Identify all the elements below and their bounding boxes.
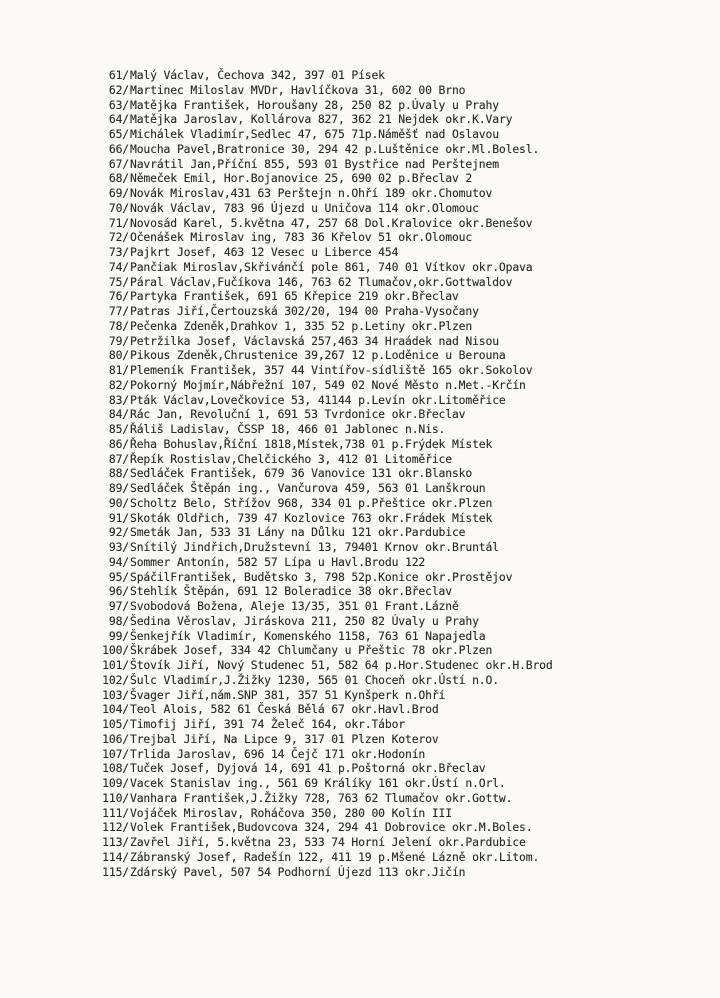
entry-text: Sommer Antonín, 582 57 Lípa u Havl.Brodu 122 (130, 554, 426, 569)
entry-text: Trlida Jaroslav, 696 14 Čejč 171 okr.Hodonín (130, 746, 426, 761)
entry-text: Volek František,Budovcova 324, 294 41 Dobrovice okr.M.Boles. (130, 820, 533, 835)
entry-text: Smeták Jan, 533 31 Lány na Důlku 121 okr.Pardubice (130, 525, 466, 540)
entry-number: 72/ (108, 230, 129, 245)
list-item (0, 629, 720, 644)
entry-number: 84/ (108, 407, 129, 422)
entry-number: 87/ (108, 451, 129, 466)
list-item (0, 142, 720, 157)
list-item (0, 216, 720, 231)
entry-text: Zavřel Jiří, 5.května 23, 533 74 Horní Jelení okr.Pardubice (130, 835, 526, 849)
entry-text: Škrábek Josef, 334 42 Chlumčany u Přeštic 78 okr.Plzen (130, 643, 493, 658)
list-item (0, 614, 720, 629)
list-item (0, 378, 720, 393)
entry-text: Trejbal Jiří, Na Lipce 9, 317 01 Plzen Koterov (130, 731, 439, 746)
list-item (0, 865, 720, 880)
entry-number: 77/ (108, 304, 129, 318)
list-item (0, 761, 720, 776)
list-item (0, 511, 720, 526)
entry-number: 108/ (102, 761, 129, 776)
entry-number: 61/ (108, 68, 129, 82)
entry-text: Moucha Pavel,Bratronice 30, 294 42 p.Luštěnice okr.Ml.Bolesl. (130, 141, 540, 156)
entry-text: Páral Václav,Fučíkova 146, 763 62 Tlumačov,okr.Gottwaldov (130, 274, 513, 289)
entry-text: Vojáček Miroslav, Roháčova 350, 280 00 Kolín III (130, 805, 452, 820)
entry-text: Němeček Emil, Hor.Bojanovice 25, 690 02 p.Břeclav 2 (130, 171, 473, 186)
entry-text: Zdárský Pavel, 507 54 Podhorní Újezd 113 okr.Jičín (130, 864, 466, 879)
entry-number: 68/ (108, 171, 129, 186)
entry-text: Sedláček František, 679 36 Vanovice 131 okr.Blansko (130, 466, 473, 481)
entry-text: Řáliš Ladislav, ČSSP 18, 466 01 Jablonec n.Nis. (130, 422, 446, 436)
list-item (0, 525, 720, 540)
list-item (0, 702, 720, 717)
entry-text: Timofij Jiří, 391 74 Želeč 164, okr.Tábor (130, 717, 406, 731)
entry-number: 112/ (102, 820, 129, 835)
entry-number: 73/ (108, 245, 129, 259)
list-item (0, 304, 720, 319)
list-item (0, 658, 720, 673)
entry-text: Štovík Jiří, Nový Studenec 51, 582 64 p.Hor.Studenec okr.H.Brod (130, 658, 553, 672)
entry-number: 106/ (102, 731, 129, 746)
entry-text: Švager Jiří,nám.SNP 381, 357 51 Kynšperk n.Ohří (130, 687, 446, 702)
list-item (0, 112, 720, 127)
entry-number: 70/ (108, 200, 129, 215)
list-item (0, 643, 720, 658)
list-item (0, 230, 720, 245)
entry-number: 109/ (102, 776, 129, 790)
entry-text: Novák Václav, 783 96 Újezd u Uničova 114 okr.Olomouc (130, 200, 479, 215)
entry-text: Plemeník František, 357 44 Vintířov-sídliště 165 okr.Sokolov (130, 363, 533, 377)
entry-number: 78/ (108, 318, 129, 333)
entry-text: Pták Václav,Lovečkovice 53, 41144 p.Levín okr.Litoměřice (130, 392, 506, 407)
list-item (0, 747, 720, 762)
list-item (0, 363, 720, 378)
entry-number: 75/ (108, 274, 129, 289)
entry-number: 105/ (102, 717, 129, 731)
list-item (0, 791, 720, 806)
entry-text: Pajkrt Josef, 463 12 Vesec u Liberce 454 (130, 245, 399, 259)
list-item (0, 437, 720, 452)
entry-number: 62/ (108, 82, 129, 97)
list-item (0, 673, 720, 688)
entry-number: 100/ (102, 643, 129, 658)
list-item (0, 171, 720, 186)
entry-text: Řeha Bohuslav,Říční 1818,Místek,738 01 p.Frýdek Místek (130, 436, 493, 451)
entry-text: Matějka František, Horoušany 28, 250 82 p.Úvaly u Prahy (130, 97, 499, 112)
list-item (0, 289, 720, 304)
list-item (0, 835, 720, 850)
entry-number: 74/ (108, 259, 129, 274)
entry-text: Řepík Rostislav,Chelčického 3, 412 01 Litoměřice (130, 451, 452, 466)
entry-number: 91/ (108, 510, 129, 525)
entry-text: Patras Jiří,Čertouzská 302/20, 194 00 Praha-Vysočany (130, 304, 479, 318)
list-item (0, 157, 720, 172)
entry-text: Teol Alois, 582 61 Česká Bělá 67 okr.Havl.Brod (130, 702, 439, 717)
list-item (0, 540, 720, 555)
entry-text: Šedina Věroslav, Jiráskova 211, 250 82 Úvaly u Prahy (130, 613, 479, 628)
list-item (0, 201, 720, 216)
entry-number: 76/ (108, 289, 129, 304)
list-item (0, 688, 720, 703)
entry-text: Pokorný Mojmír,Nábřežní 107, 549 02 Nové Město n.Met.-Krčín (130, 377, 526, 392)
list-item (0, 83, 720, 98)
entry-text: Novosád Karel, 5.května 47, 257 68 Dol.Kralovice okr.Benešov (130, 215, 533, 230)
entry-text: Očenášek Miroslav ing, 783 36 Křelov 51 okr.Olomouc (130, 230, 473, 245)
entry-text: Martinec Miloslav MVDr, Havlíčkova 31, 602 00 Brno (130, 82, 466, 97)
list-item (0, 452, 720, 467)
entry-text: Skoták Oldřich, 739 47 Kozlovice 763 okr.Frádek Místek (130, 510, 493, 525)
entry-text: Petržilka Josef, Václavská 257,463 34 Hraádek nad Nisou (130, 333, 499, 348)
entry-number: 111/ (102, 805, 129, 820)
entry-text: Sedláček Štěpán ing., Vančurova 459, 563 01 Lanškroun (130, 481, 486, 495)
list-item (0, 806, 720, 821)
entry-text: Šulc Vladimír,J.Žižky 1230, 565 01 Choceň okr.Ústí n.O. (130, 672, 499, 687)
list-item (0, 98, 720, 113)
entry-number: 103/ (102, 687, 129, 702)
entry-number: 80/ (108, 348, 129, 363)
entry-number: 113/ (102, 835, 129, 849)
entry-text: Pančiak Miroslav,Skřivánčí pole 861, 740 01 Vítkov okr.Opava (130, 259, 533, 274)
list-item (0, 127, 720, 142)
entry-number: 83/ (108, 392, 129, 407)
entry-number: 64/ (108, 112, 129, 127)
entry-number: 79/ (108, 333, 129, 348)
entry-number: 95/ (108, 569, 129, 584)
list-item (0, 732, 720, 747)
entry-text: Svobodová Božena, Aleje 13/35, 351 01 Frant.Lázně (130, 599, 459, 613)
list-item (0, 570, 720, 585)
entry-text: Snítilý Jindřich,Družstevní 13, 79401 Krnov okr.Bruntál (130, 540, 499, 554)
entry-number: 92/ (108, 525, 129, 540)
entry-text: Vanhara František,J.Žižky 728, 763 62 Tlumačov okr.Gottw. (130, 790, 513, 805)
entry-number: 114/ (102, 849, 129, 864)
entry-number: 99/ (108, 628, 129, 643)
entry-number: 97/ (108, 599, 129, 613)
entry-number: 98/ (108, 613, 129, 628)
list-item (0, 466, 720, 481)
entry-text: Vacek Stanislav ing., 561 69 Králíky 161 okr.Ústí n.Orl. (130, 776, 506, 790)
entry-number: 69/ (108, 186, 129, 200)
entry-text: Navrátil Jan,Příční 855, 593 01 Bystřice nad Perštejnem (130, 156, 499, 171)
entry-number: 63/ (108, 97, 129, 112)
list-item (0, 407, 720, 422)
list-item (0, 260, 720, 275)
list-item (0, 555, 720, 570)
entry-number: 88/ (108, 466, 129, 481)
entry-text: SpáčilFrantišek, Budětsko 3, 798 52p.Konice okr.Prostějov (130, 569, 513, 584)
list-item (0, 245, 720, 260)
entry-number: 67/ (108, 156, 129, 171)
entry-number: 104/ (102, 702, 129, 717)
entry-number: 66/ (108, 141, 129, 156)
entry-text: Pečenka Zdeněk,Drahkov 1, 335 52 p.Letiny okr.Plzen (130, 318, 473, 333)
entry-text: Šenkejřík Vladimír, Komenského 1158, 763 61 Napajedla (130, 628, 486, 643)
entry-number: 90/ (108, 495, 129, 510)
entry-text: Zábranský Josef, Radešín 122, 411 19 p.Mšené Lázně okr.Litom. (130, 849, 540, 864)
entry-text: Rác Jan, Revoluční 1, 691 53 Tvrdonice okr.Břeclav (130, 407, 466, 422)
list-item (0, 334, 720, 349)
list-item (0, 850, 720, 865)
list-item (0, 393, 720, 408)
entry-number: 86/ (108, 436, 129, 451)
entry-number: 82/ (108, 377, 129, 392)
list-item (0, 348, 720, 363)
entry-number: 110/ (102, 790, 129, 805)
entry-text: Scholtz Belo, Střížov 968, 334 01 p.Přeštice okr.Plzen (130, 495, 493, 510)
entry-text: Matějka Jaroslav, Kollárova 827, 362 21 Nejdek okr.K.Vary (130, 112, 513, 127)
list-item (0, 275, 720, 290)
address-list (0, 68, 720, 879)
entry-number: 93/ (108, 540, 129, 554)
entry-number: 65/ (108, 127, 129, 141)
list-item (0, 584, 720, 599)
entry-text: Michálek Vladimír,Sedlec 47, 675 71p.Náměšť nad Oslavou (130, 127, 499, 141)
entry-number: 94/ (108, 554, 129, 569)
entry-number: 115/ (102, 864, 129, 879)
list-item (0, 186, 720, 201)
entry-text: Malý Václav, Čechova 342, 397 01 Písek (130, 68, 385, 82)
list-item (0, 319, 720, 334)
entry-number: 85/ (108, 422, 129, 436)
entry-text: Tuček Josef, Dyjová 14, 691 41 p.Poštorná okr.Břeclav (130, 761, 486, 776)
entry-number: 89/ (108, 481, 129, 495)
entry-number: 102/ (102, 672, 129, 687)
entry-number: 101/ (102, 658, 129, 672)
entry-number: 71/ (108, 215, 129, 230)
list-item (0, 776, 720, 791)
entry-number: 96/ (108, 584, 129, 599)
list-item (0, 820, 720, 835)
entry-text: Pikous Zdeněk,Chrustenice 39,267 12 p.Loděnice u Berouna (130, 348, 506, 363)
entry-number: 107/ (102, 746, 129, 761)
list-item (0, 717, 720, 732)
list-item (0, 599, 720, 614)
list-item (0, 68, 720, 83)
entry-text: Partyka František, 691 65 Křepice 219 okr.Břeclav (130, 289, 459, 304)
entry-text: Novák Miroslav,431 63 Perštejn n.Ohří 189 okr.Chomutov (130, 186, 493, 200)
entry-number: 81/ (108, 363, 129, 377)
list-item (0, 496, 720, 511)
entry-text: Stehlík Štěpán, 691 12 Boleradice 38 okr.Břeclav (130, 584, 452, 599)
list-item (0, 422, 720, 437)
list-item (0, 481, 720, 496)
